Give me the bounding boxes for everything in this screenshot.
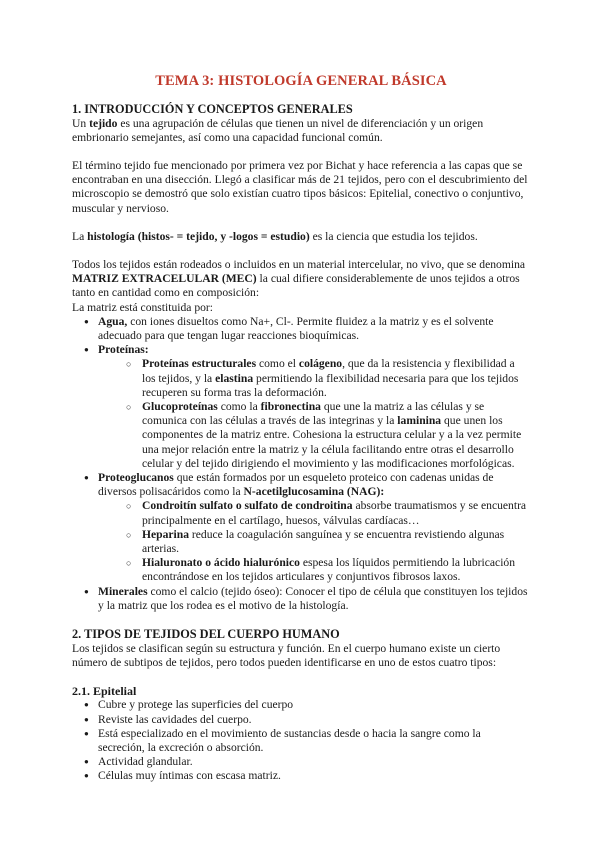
list-item: ● Reviste las cavidades del cuerpo. (72, 713, 530, 727)
epitelial-list (72, 698, 530, 783)
tejido-definition-paragraph: Un tejido es una agrupación de células que tienen un nivel de diferenciación y un origen embrionario semejantes, así como una capacidad funcional común. (72, 116, 484, 144)
list-item-proteinas-estructurales: ○ Proteínas estructurales como el colágeno, que da la resistencia y flexibilidad a los tejidos, y la elastina permitiendo la flexibilidad necesaria para que los tejidos recuperen su forma tras la deformación. (114, 357, 530, 400)
list-item-condroitin: ○ Condroitín sulfato o sulfato de condroitina absorbe traumatismos y se encuentra principalmente en el cartílago, huesos, válvulas cardíacas… (114, 499, 530, 527)
list-item-proteoglucanos: ● Proteoglucanos que están formados por un esqueleto proteico con cadenas unidas de diversos polisacáridos como la N-acetilglucosamina (NAG): ○ Condroitín sulfato o sulfato de condroitina absorbe traumatismos y se encuentra principalmente en el cartílago, huesos, válvulas cardíacas… ○ Heparina reduce la coagulación sanguínea y se encuentra revistiendo algunas arterias. ○ Hialuronato o ácido hialurónico espesa los líquidos permitiendo la lubricación encontrándose en los tejidos articulares y conjuntivos fibrosos laxos. (72, 471, 530, 585)
list-item: ● Células muy íntimas con escasa matriz. (72, 769, 530, 783)
proteoglucanos-sublist (98, 499, 530, 584)
list-item-minerales: ● Minerales como el calcio (tejido óseo): Conocer el tipo de célula que constituyen los tejidos y la matriz que los rodea es el motivo de la histología. (72, 585, 530, 613)
bichat-paragraph: El término tejido fue mencionado por primera vez por Bichat y hace referencia a las capas que se encontraban en una disección. Llegó a clasificar más de 21 tejidos, pero con el descubrimiento del microscopio se demostró que solo existían cuatro tipos básicos: Epitelial, conectivo o conjuntivo, muscular y nervioso. (72, 158, 528, 215)
list-item-agua: ● Agua, con iones disueltos como Na+, Cl-. Permite fluidez a la matriz y es el solvente adecuado para que tengan lugar reacciones bioquímicas. (72, 315, 530, 343)
term-tejido: tejido (89, 116, 118, 130)
matriz-composition-intro: La matriz está constituida por: (72, 300, 214, 314)
term-histologia: histología (histos- = tejido, y -logos = estudio) (87, 229, 310, 243)
term-mec: MATRIZ EXTRACELULAR (MEC) (72, 272, 257, 286)
list-item: ● Actividad glandular. (72, 755, 530, 769)
list-item-glucoproteinas: ○ Glucoproteínas como la fibronectina que une la matriz a las células y se comunica con las células a través de las integrinas y la laminina que unen los componentes de la matriz entre. Cohesiona la estructura celular y a la vez permite una mejor relación entre la matriz y la célula facilitando entre otras el desarrollo celular y del tejido dirigiendo el movimiento y las modificaciones morfológicas. (114, 400, 530, 471)
section-1-heading: 1. INTRODUCCIÓN Y CONCEPTOS GENERALES (72, 102, 353, 116)
list-item-hialuronato: ○ Hialuronato o ácido hialurónico espesa los líquidos permitiendo la lubricación encontrándose en los tejidos articulares y conjuntivos fibrosos laxos. (114, 556, 530, 584)
list-item-proteinas: ● Proteínas: ○ Proteínas estructurales como el colágeno, que da la resistencia y flexibilidad a los tejidos, y la elastina permitiendo la flexibilidad necesaria para que los tejidos recuperen su forma tras la deformación. ○ Glucoproteínas como la fibronectina que une la matriz a las células y se comunica con las células a través de las integrinas y la laminina que unen los componentes de la matriz entre. Cohesiona la estructura celular y a la vez permite una mejor relación entre la matriz y la célula facilitando entre otras el desarrollo celular y del tejido dirigiendo el movimiento y las modificaciones morfológicas. (72, 343, 530, 471)
tipos-intro-paragraph: Los tejidos se clasifican según su estructura y función. En el cuerpo humano existe un cierto número de subtipos de tejidos, pero todos pueden identificarse en uno de estos cuatro tipos: (72, 641, 501, 669)
document-body (72, 72, 530, 784)
subsection-epitelial-heading: 2.1. Epitelial (72, 683, 137, 698)
list-item: ● Cubre y protege las superficies del cuerpo (72, 698, 530, 712)
histologia-paragraph: La histología (histos- = tejido, y -logos = estudio) es la ciencia que estudia los tejidos. (72, 229, 478, 243)
page-title: TEMA 3: HISTOLOGÍA GENERAL BÁSICA (155, 73, 447, 89)
matriz-components-list (72, 315, 530, 613)
list-item: ● Está especializado en el movimiento de sustancias desde o hacia la sangre como la secreción, la excreción o absorción. (72, 727, 530, 755)
proteinas-sublist (98, 357, 530, 471)
section-2-heading: 2. TIPOS DE TEJIDOS DEL CUERPO HUMANO (72, 627, 340, 641)
matriz-paragraph: Todos los tejidos están rodeados o incluidos en un material intercelular, no vivo, que se denomina MATRIZ EXTRACELULAR (MEC) la cual difiere considerablemente de unos tejidos a otros tanto en cantidad como en composición: (72, 257, 526, 300)
list-item-heparina: ○ Heparina reduce la coagulación sanguínea y se encuentra revistiendo algunas arterias. (114, 528, 530, 556)
